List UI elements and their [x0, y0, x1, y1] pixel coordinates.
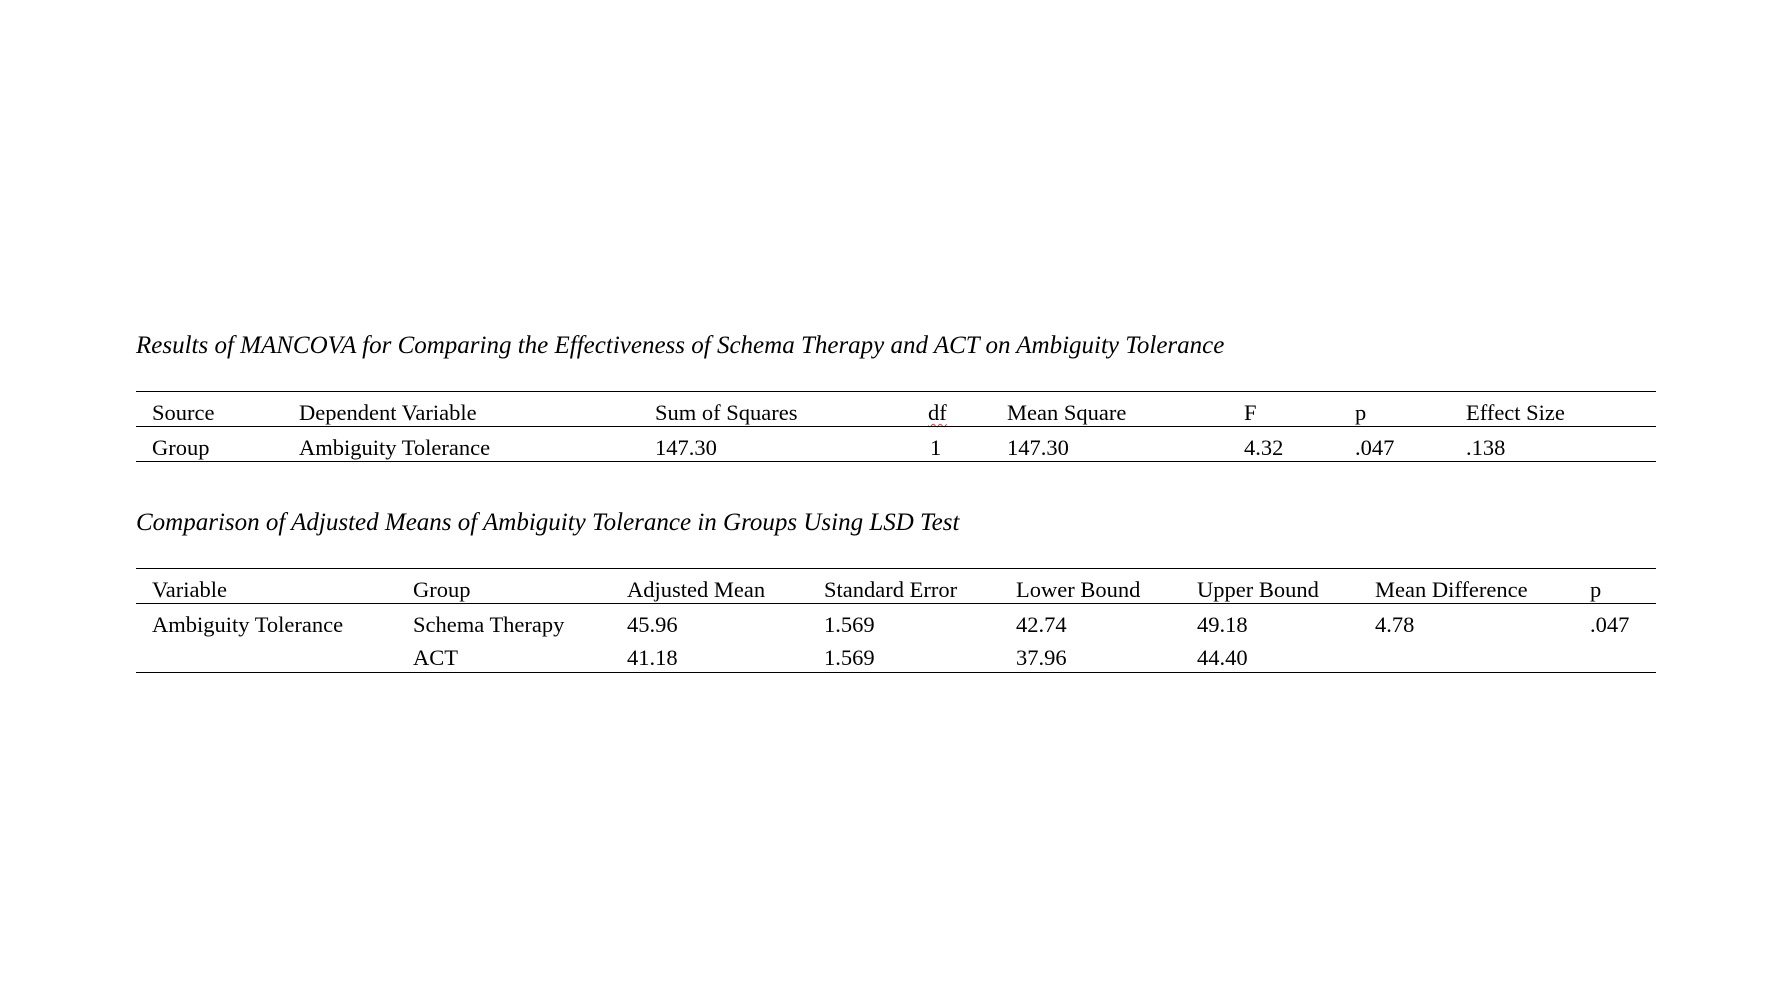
table-top-rule — [136, 391, 1656, 392]
table-cell: .047 — [1590, 612, 1630, 637]
table-cell: 45.96 — [627, 612, 678, 637]
table-cell: .047 — [1355, 435, 1395, 460]
table-cell: Group — [152, 435, 210, 460]
table-cell: 1.569 — [824, 612, 875, 637]
header-f: F — [1244, 400, 1257, 425]
header-lower-bound: Lower Bound — [1016, 577, 1141, 602]
header-dependent-variable: Dependent Variable — [299, 400, 477, 425]
table-cell: 4.78 — [1375, 612, 1415, 637]
header-effect-size: Effect Size — [1466, 400, 1565, 425]
header-sum-of-squares: Sum of Squares — [655, 400, 798, 425]
table-bottom-rule — [136, 461, 1656, 462]
table-cell: 147.30 — [1007, 435, 1069, 460]
header-upper-bound: Upper Bound — [1197, 577, 1319, 602]
table-cell: ACT — [413, 645, 458, 670]
table-cell: Ambiguity Tolerance — [152, 612, 344, 637]
table-1-caption: Results of MANCOVA for Comparing the Effectiveness of Schema Therapy and ACT on Ambiguity Tolerance — [136, 332, 1225, 359]
header-source: Source — [152, 400, 215, 425]
header-p: p — [1355, 400, 1367, 425]
table-cell: Ambiguity Tolerance — [299, 435, 491, 460]
table-cell: 44.40 — [1197, 645, 1248, 670]
table-cell: 1 — [930, 435, 942, 460]
table-cell: 1.569 — [824, 645, 875, 670]
header-variable: Variable — [152, 577, 227, 602]
header-mean-square: Mean Square — [1007, 400, 1127, 425]
table-2-caption: Comparison of Adjusted Means of Ambiguity Tolerance in Groups Using LSD Test — [136, 509, 960, 536]
header-rule — [136, 426, 1656, 427]
table-cell: .138 — [1466, 435, 1506, 460]
table-cell: Schema Therapy — [413, 612, 565, 637]
header-p: p — [1590, 577, 1602, 602]
table-cell: 41.18 — [627, 645, 678, 670]
table-bottom-rule — [136, 672, 1656, 673]
header-rule — [136, 603, 1656, 604]
table-cell: 42.74 — [1016, 612, 1067, 637]
header-group: Group — [413, 577, 471, 602]
header-standard-error: Standard Error — [824, 577, 958, 602]
table-top-rule — [136, 568, 1656, 569]
header-adjusted-mean: Adjusted Mean — [627, 577, 766, 602]
table-cell: 49.18 — [1197, 612, 1248, 637]
table-cell: 4.32 — [1244, 435, 1284, 460]
table-cell: 147.30 — [655, 435, 717, 460]
table-cell: 37.96 — [1016, 645, 1067, 670]
header-mean-difference: Mean Difference — [1375, 577, 1528, 602]
header-df: df — [928, 400, 947, 425]
